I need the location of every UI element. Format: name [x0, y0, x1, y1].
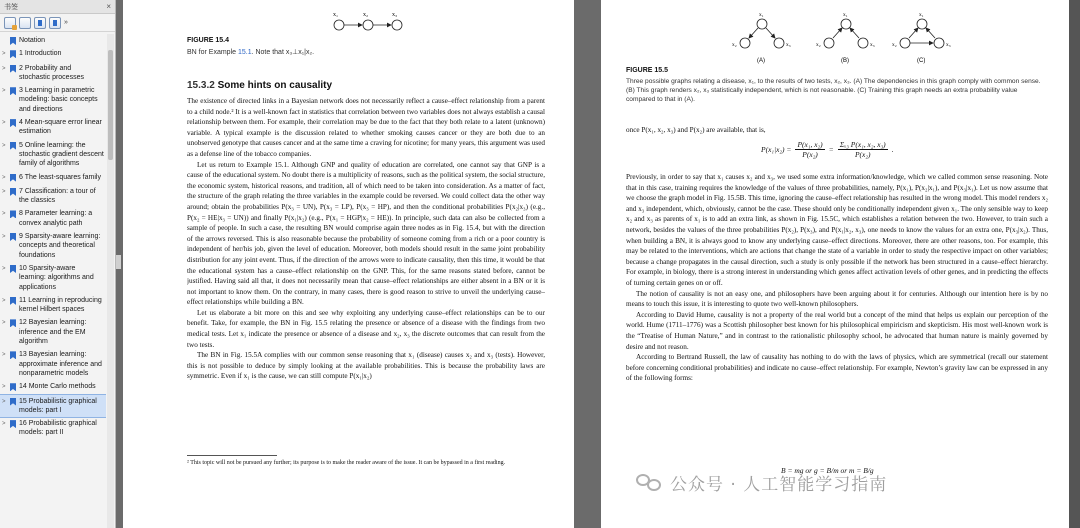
eq-equals: =	[828, 145, 834, 154]
bookmark-item[interactable]	[0, 316, 106, 348]
paragraph: Previously, in order to say that x₁ causes x₂ and x₃, we used some extra information/knowledge, which we called common sense reasoning. Note that in this case, training requires the knowledge of the values of three probabilities, namely, P(x₁), P(x₂|x₁), and P(x₃|x₁). Let us now assume that we choose the graph model in Fig. 15.5B. This time, ignoring the cause–effect relationship has resulted in the wrong model. This model renders x₂ and x₃ independent, which, obviously, cannot be the case. These should only be conditionally independent given x₁. The only sensible way to keep x₂ and x₃ as parents of x₁ is to add an extra link, as shown in Fig. 15.5C, which establishes a relation between the two. However, to train such a network, besides the values of the three probabilities P(x₂), P(x₃), and P(x₁|x₂, x₃), one needs to know the values for an extra one, P(x₃|x₂). Thus, when building a BN, it is always good to know any underlying cause–effect directions. Moreover, there are other reasons, too. For example, this may be related to the interventions, which are actions that change the state of a variable in order to study the respective impact on other variables; because a change propagates in the causal direction, such a study is only possible if the network has been structured in a cause–effect hierarchy. For example, in biology, there is a strong interest in understanding which genes affect activation levels of other genes, and in predicting the effects of turning certain genes on or off.	[626, 173, 1048, 287]
label-x1: x₁	[843, 12, 848, 18]
figure-15-5-caption: Three possible graphs relating a disease, x₁, to the results of two tests, x₂, x₃. (A) The dependencies in this graph comply with common sense. (B) This graph renders x₂, x₃ statistically independent, which is not reasonable. (C) Training this graph needs an extra probability value compared to that in (A).	[626, 78, 1041, 103]
bookmark-icon	[10, 420, 16, 428]
footnote: ² This topic will not be pursued any further; its purpose is to make the reader aware of the issue. It can be bypassed in a first reading.	[187, 460, 506, 466]
expand-arrow-icon[interactable]: >	[2, 211, 6, 218]
bookmark-label: 13 Bayesian learning: approximate inference and nonparametric models	[19, 351, 102, 377]
denominator: P(x₂)	[802, 150, 818, 159]
bookmark-icon	[10, 265, 16, 273]
pdf-page-left	[123, 0, 574, 528]
sidebar-scrollbar[interactable]	[107, 34, 114, 528]
paragraph: The BN in Fig. 15.5A complies with our common sense reasoning that x₁ (disease) causes x₂ and x₃ (tests). However, this is not possible to deduce by simply looking at the available probabilities. This is because the probability laws are symmetric. Even if x₁ is the cause, we can still compute P(x₁|x₂)	[187, 351, 545, 381]
bookmark-item[interactable]	[0, 207, 106, 230]
expand-arrow-icon	[2, 36, 10, 37]
pdf-page-right	[601, 0, 1069, 528]
expand-arrow-icon[interactable]: >	[2, 297, 6, 304]
label-x3: x₃	[870, 42, 875, 48]
expand-arrow-icon[interactable]: >	[2, 51, 6, 58]
bookmark-icon	[10, 119, 16, 127]
bookmark-label: 1 Introduction	[19, 50, 62, 58]
numerator: Σₓ₃ P(x₁, x₂, x₃)	[839, 140, 886, 149]
bookmark-label: 5 Online learning: the stochastic gradient descent family of algorithms	[19, 141, 104, 168]
figure-15-4-graph	[323, 6, 413, 36]
label-x2: x₂	[732, 42, 737, 48]
bookmarks-title: 书签	[4, 3, 18, 11]
bookmark-item[interactable]	[0, 380, 106, 394]
paragraph: Let us return to Example 15.1. Although GNP and quality of education are correlated, one cannot say that GNP is a cause of the educational system. No doubt there is a multiplicity of reasons, such as the political system, the social structure, the economic system, historical reasons, and tradition, all of which need to be taken into consideration. As a matter of fact, the structure of the graph relating the three variables in the example could be reversed. We could collect data the other way around; obtain the probabilities P(x₃ = UN), P(x₃ = LP), P(x₃ = HP), and then the conditional probabilities P(x₂|x₃) (e.g., P(x₂ = HE|x₃ = UN)) and finally P(x₁|x₂) (e.g., P(x₁ = HGP|x₂ = HE)). In principle, such data can also be collected from a sample of people. In such a case, the resulting BN would comprise again three nodes as in Fig. 15.4, but with the direction of the arrows reversed. This is also reasonable because the probability of someone coming from a rich or a poor country is independent of her/his job, given the level of education. Moreover, both models should result in the same joint probability distribution for any joint event. Thus, if the direction of the arrows were to indicate causality, then this time, it would be that the educational system has a cause–effect relationship on the GNP. This, for the same reasons stated before, cannot be justified. Having said all that, it does not necessarily mean that cause–effect relationships are either absent in a BN or it is not important to know them. On the contrary, in many cases, there is good reason to strive to unveil the underlying cause–effect relationships while building a BN.	[187, 160, 545, 307]
panel-a	[732, 12, 791, 64]
bookmark-label: 3 Learning in parametric modeling: basic concepts and directions	[19, 87, 98, 113]
caption-text: . Note that x₃⊥x₁|x₂.	[251, 49, 315, 56]
node-x3	[392, 20, 402, 30]
label-x2: x₂	[892, 42, 897, 48]
label-x3: x₃	[392, 12, 398, 18]
denominator: P(x₂)	[854, 150, 871, 159]
expand-arrow-icon[interactable]: >	[2, 65, 6, 72]
scrollbar-thumb[interactable]	[108, 50, 113, 160]
bookmark-label: 15 Probabilistic graphical models: part I	[19, 397, 97, 414]
expand-arrow-icon[interactable]: >	[2, 174, 6, 181]
bookmark-item[interactable]	[0, 171, 106, 185]
expand-arrow-icon[interactable]: >	[2, 384, 6, 391]
bookmark-icon	[10, 319, 16, 327]
expand-arrow-icon[interactable]: >	[2, 234, 6, 241]
bookmark-list	[0, 34, 106, 528]
bookmark-item[interactable]	[0, 417, 106, 440]
label-x1: x₁	[919, 12, 924, 18]
bookmark-item[interactable]	[0, 294, 106, 317]
eq-end: .	[891, 145, 894, 154]
paragraph: According to David Hume, causality is not a property of the real world but a concept of the mind that helps us explain our perception of the world. Hume (1711–1776) was a Scottish philosopher best known for his philosophical empiricism and skepticism. His most well-known work is the “Treatise of Human Nature,” and in contrast to the rationalistic philosophy school, he advocated that human nature is mainly governed by desire and not reason.	[626, 310, 1048, 351]
expand-arrow-icon[interactable]: >	[2, 398, 6, 405]
right-body	[626, 172, 1048, 457]
paragraph: The notion of causality is not an easy one, and philosophers have been arguing about it for centuries. Although our intention here is by no means to touch this issue, it is interesting to quote two well-known philosophers.	[626, 289, 1048, 309]
equation-2: B = mg or g = B/m or m = B/g	[781, 466, 874, 475]
bookmark-label: Notation	[19, 37, 46, 44]
panel-c	[892, 12, 951, 64]
bookmark-label: 16 Probabilistic graphical models: part II	[19, 420, 97, 437]
bookmarks-header	[0, 0, 115, 14]
panel-label: (B)	[841, 58, 849, 64]
expand-arrow-icon[interactable]: >	[2, 421, 6, 428]
expand-arrow-icon[interactable]: >	[2, 88, 6, 95]
bookmark-icon	[10, 188, 16, 196]
bookmark-item[interactable]	[0, 34, 106, 47]
watermark-text: 公众号 · 人工智能学习指南	[670, 475, 888, 495]
bookmark-item[interactable]	[0, 47, 106, 61]
bookmark-icon	[10, 398, 16, 406]
label-x3: x₃	[786, 42, 791, 48]
bookmark-icon	[10, 297, 16, 305]
equation-1	[761, 140, 894, 159]
bookmark-icon	[10, 383, 16, 391]
paragraph: According to Bertrand Russell, the law of causality has nothing to do with the laws of physics, which are symmetrical (recall our statement before concerning conditional probabilities) and indicate no cause–effect relationship. For example, Newton’s gravity law can be expressed in any of the following forms:	[626, 353, 1048, 383]
bookmark-icon	[10, 37, 16, 45]
expand-arrow-icon[interactable]: >	[2, 352, 6, 359]
close-icon[interactable]: ×	[106, 2, 111, 11]
label-x1: x₁	[759, 12, 764, 18]
bookmark-label: 11 Learning in reproducing kernel Hilbert spaces	[19, 296, 102, 314]
node-x2	[363, 20, 373, 30]
panel-b	[816, 12, 875, 64]
bookmark-item[interactable]	[0, 262, 106, 294]
intro-text: once P(x₁, x₂, x₃) and P(x₂) are available, that is,	[626, 126, 766, 134]
bookmark-icon	[10, 210, 16, 218]
caption-link[interactable]: 15.1	[237, 49, 252, 56]
bookmark-icon	[10, 87, 16, 95]
expand-arrow-icon[interactable]: >	[2, 188, 6, 195]
bookmark-label: 14 Monte Carlo methods	[19, 383, 96, 391]
panel-label: (A)	[757, 58, 765, 64]
bookmark-label: 2 Probability and stochastic processes	[19, 64, 84, 81]
fraction	[838, 140, 888, 159]
label-x2: x₂	[816, 42, 821, 48]
collapse-sidebar-handle[interactable]	[116, 255, 121, 269]
bookmark-label: 10 Sparsity-aware learning: algorithms and applications	[19, 264, 94, 291]
add-bookmark-icon[interactable]	[34, 17, 46, 29]
expand-arrow-icon[interactable]: >	[2, 142, 6, 149]
options-icon[interactable]	[19, 17, 31, 29]
figure-15-4-caption	[187, 48, 314, 56]
bookmark-label: 4 Mean-square error linear estimation	[19, 119, 102, 136]
label-x2: x₂	[363, 12, 369, 18]
numerator: P(x₁, x₂)	[797, 140, 823, 149]
paragraph: The existence of directed links in a Bayesian network does not necessarily reflect a cause–effect relationship from a parent to a child node.² It is a well-known fact in statistics that correlation between two variables does not always establish a causal relationship between them. For example, their correlation may be due to the fact that they both relate to a latent (unknown) variable. A typical example is the discussion related to whether smoking causes cancer or they are both due to an unobserved genotype that causes cancer and at the same time a craving for nicotine; for many years, this argument was used as a defense line of the tobacco companies.	[187, 97, 545, 158]
paragraph: Let us elaborate a bit more on this and see why exploiting any underlying cause–effect relationships can be to our benefit. Take, for example, the BN in Fig. 15.5 relating the presence or absence of a disease with the findings from two medical tests. Let x₁ indicate the presence or absence of a disease and x₂, x₃ the discrete outcomes that can result from the two tests.	[187, 308, 545, 349]
bookmark-icon	[10, 174, 16, 182]
label-x3: x₃	[946, 42, 951, 48]
bookmark-item[interactable]	[0, 62, 106, 85]
node-x1	[334, 20, 344, 30]
bookmark-icon	[10, 142, 16, 150]
expand-arrow-icon[interactable]: >	[2, 120, 6, 127]
section-heading	[187, 80, 332, 91]
window-edge	[1069, 0, 1080, 528]
watermark	[636, 470, 887, 495]
expand-all-icon[interactable]	[4, 17, 16, 29]
bookmarks-panel	[0, 0, 116, 528]
bookmark-item[interactable]	[0, 116, 106, 139]
footnote-rule	[187, 455, 277, 456]
bookmark-label: 9 Sparsity-aware learning: concepts and theoretical foundations	[19, 233, 101, 259]
bookmark-icon	[10, 50, 16, 58]
left-body	[187, 96, 545, 448]
bookmark-item[interactable]	[0, 348, 106, 380]
fraction	[795, 140, 824, 159]
figure-15-5-label: FIGURE 15.5	[626, 67, 669, 74]
bookmark-label: 7 Classification: a tour of the classics	[19, 187, 96, 205]
bookmark-label: 8 Parameter learning: a convex analytic path	[19, 210, 93, 227]
bookmark-item[interactable]	[0, 84, 106, 116]
bookmark-item[interactable]	[0, 230, 106, 262]
bookmark-item[interactable]	[0, 395, 106, 418]
section-title: Some hints on causality	[217, 80, 333, 91]
label-x1: x₁	[333, 12, 339, 18]
expand-arrow-icon[interactable]: >	[2, 265, 6, 272]
bookmarks-toolbar	[0, 14, 115, 32]
figure-15-5-graph	[729, 10, 957, 68]
bookmark-icon	[10, 65, 16, 73]
new-bookmark-icon[interactable]	[49, 17, 61, 29]
panel-label: (C)	[917, 58, 926, 64]
bookmark-icon	[10, 233, 16, 241]
bookmark-icon	[10, 351, 16, 359]
bookmark-label: 12 Bayesian learning: inference and the EM algorithm	[19, 319, 87, 346]
more-icon[interactable]: »	[64, 19, 68, 26]
caption-text: BN for Example	[187, 49, 238, 56]
wechat-logo-icon	[636, 472, 664, 494]
expand-arrow-icon[interactable]: >	[2, 320, 6, 327]
figure-15-4-label: FIGURE 15.4	[187, 37, 230, 44]
bookmark-item[interactable]	[0, 139, 106, 171]
section-number: 15.3.2	[187, 80, 215, 91]
bookmark-item[interactable]	[0, 185, 106, 208]
bookmark-label: 6 The least-squares family	[19, 173, 101, 181]
eq-lhs: P(x₁|x₂) =	[761, 145, 792, 154]
